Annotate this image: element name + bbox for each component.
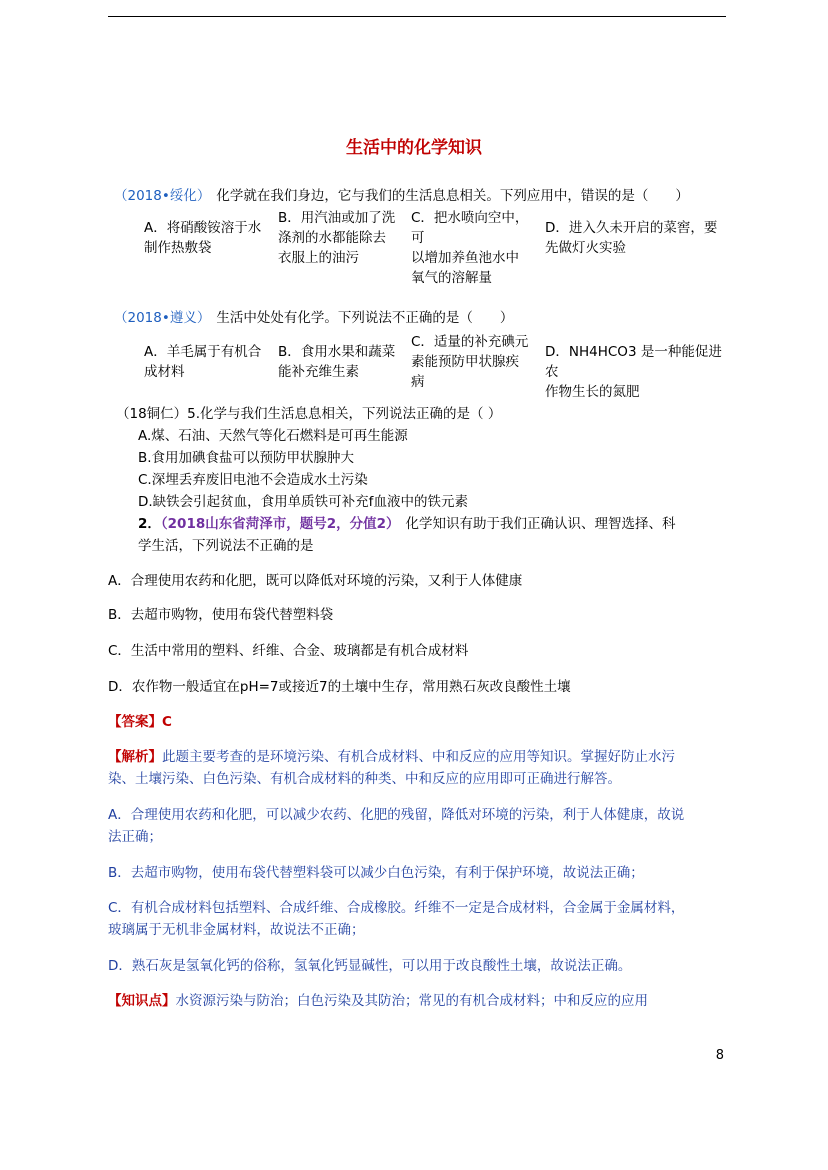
analysis-line-2: 染、土壤污染、白色污染、有机合成材料的种类、中和反应的应用即可正确进行解答。 — [108, 771, 621, 787]
question-1-option-d: D．进入久未开启的菜窖，要 先做灯火实验 — [545, 220, 718, 256]
page-number: 8 — [715, 1048, 724, 1063]
question-2-option-a: A．羊毛属于有机合 成材料 — [144, 344, 262, 380]
question-4-stem: 2．（2018山东省菏泽市，题号2，分值2） 化学知识有助于我们正确认识、理智选择、科 — [138, 516, 676, 532]
question-4-option-c: C．生活中常用的塑料、纤维、合金、玻璃都是有机合成材料 — [108, 643, 469, 659]
question-3-option-b: B.食用加碘食盐可以预防甲状腺肿大 — [138, 450, 355, 466]
question-1-option-a: A．将硝酸铵溶于水 制作热敷袋 — [144, 220, 262, 256]
question-4-stem-line2: 学生活，下列说法不正确的是 — [138, 538, 314, 554]
question-4-option-a: A．合理使用农药和化肥，既可以降低对环境的污染，又利于人体健康 — [108, 573, 523, 589]
explanation-c-line-2: 玻璃属于无机非金属材料，故说法不正确； — [108, 922, 365, 938]
explanation-a-line-1: A．合理使用农药和化肥，可以减少农药、化肥的残留，降低对环境的污染，利于人体健康，故说 — [108, 807, 685, 823]
header-rule — [108, 16, 726, 17]
question-3-option-c: C.深埋丢弃废旧电池不会造成水土污染 — [138, 472, 368, 488]
question-4-option-b: B．去超市购物，使用布袋代替塑料袋 — [108, 607, 334, 623]
question-3-option-a: A.煤、石油、天然气等化石燃料是可再生能源 — [138, 428, 408, 444]
question-1-source: （2018•绥化） — [114, 188, 211, 204]
explanation-a-line-2: 法正确； — [108, 829, 162, 845]
question-2-option-d: D．NH4HCO3 是一种能促进农 作物生长的氮肥 — [545, 344, 722, 400]
question-1-stem: （2018•绥化） 化学就在我们身边，它与我们的生活息息相关。下列应用中，错误的是（ ） — [114, 188, 689, 204]
question-2-stem: （2018•遵义） 生活中处处有化学。下列说法不正确的是（ ） — [114, 310, 514, 326]
answer-line: 【答案】C — [108, 714, 172, 730]
question-1-option-b: B．用汽油或加了洗 涤剂的水都能除去 衣服上的油污 — [278, 210, 396, 266]
analysis-line-1: 【解析】此题主要考查的是环境污染、有机合成材料、中和反应的应用等知识。掌握好防止水污 — [108, 749, 675, 765]
explanation-b: B．去超市购物，使用布袋代替塑料袋可以减少白色污染，有利于保护环境，故说法正确； — [108, 865, 644, 881]
question-4-option-d: D．农作物一般适宜在pH=7或接近7的土壤中生存，常用熟石灰改良酸性土壤 — [108, 679, 571, 695]
explanation-d: D．熟石灰是氢氧化钙的俗称，氢氧化钙显碱性，可以用于改良酸性土壤，故说法正确。 — [108, 958, 632, 974]
question-3-stem: （18铜仁）5.化学与我们生活息息相关，下列说法正确的是（ ） — [116, 406, 502, 422]
question-1-option-c: C．把水喷向空中，可 以增加养鱼池水中 氧气的溶解量 — [411, 210, 529, 286]
knowledge-points: 【知识点】水资源污染与防治；白色污染及其防治；常见的有机合成材料；中和反应的应用 — [108, 993, 648, 1009]
question-4-source: （2018山东省菏泽市，题号2，分值2） — [160, 516, 400, 532]
question-2-option-b: B．食用水果和蔬菜 能补充维生素 — [278, 344, 396, 380]
explanation-c-line-1: C．有机合成材料包括塑料、合成纤维、合成橡胶。纤维不一定是合成材料，合金属于金属材料， — [108, 900, 685, 916]
question-2-source: （2018•遵义） — [114, 310, 211, 326]
page-title: 生活中的化学知识 — [346, 138, 482, 158]
question-2-option-c: C．适量的补充碘元 素能预防甲状腺疾 病 — [411, 334, 529, 390]
answer-value: C — [162, 714, 172, 730]
question-3-option-d: D.缺铁会引起贫血，食用单质铁可补充f血液中的铁元素 — [138, 494, 468, 510]
